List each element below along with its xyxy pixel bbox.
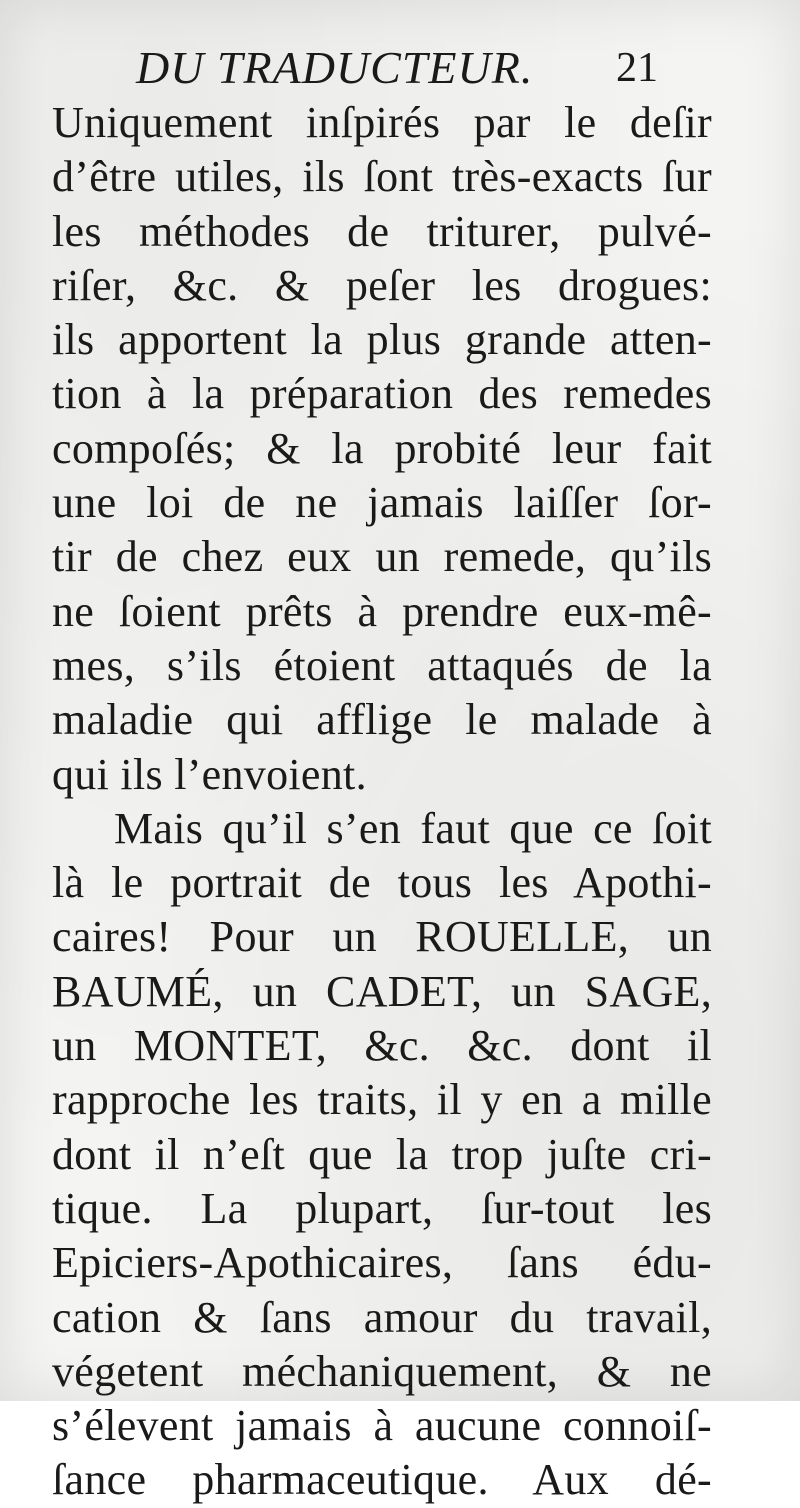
text-line: ſance pharmaceutique. Aux dé- (52, 1455, 712, 1505)
text-line: s’élevent jamais à aucune connoiſ- (52, 1401, 712, 1451)
text-line: tir de chez eux un remede, qu’ils (52, 532, 712, 582)
text-line: compoſés; & la probité leur fait (52, 423, 712, 473)
text-line: caires! Pour un ROUELLE, un (52, 912, 712, 962)
text-line: tion à la préparation des remedes (52, 369, 712, 419)
text-line: ils apportent la plus grande atten- (52, 315, 712, 365)
text-line: d’être utiles, ils ſont très-exacts ſur (52, 152, 712, 202)
text-line: mes, s’ils étoient attaqués de la (52, 640, 712, 690)
paragraph-start-line: Mais qu’il s’en faut que ce ſoit (114, 803, 712, 853)
text-line: végetent méchaniquement, & ne (52, 1346, 712, 1396)
text-line: là le portrait de tous les Apothi- (52, 858, 712, 908)
body-text (52, 96, 712, 1508)
text-line: cation & ſans amour du travail, (52, 1292, 712, 1342)
text-line: Uniquement inſpirés par le deſir (52, 98, 712, 147)
running-head (0, 38, 800, 98)
text-line: une loi de ne jamais laiſſer ſor- (52, 478, 712, 528)
text-line: dont il n’eſt que la trop juſte cri- (52, 1129, 712, 1179)
text-line: Epiciers-Apothicaires, ſans édu- (52, 1238, 712, 1288)
text-line: ne ſoient prêts à prendre eux-mê- (52, 586, 712, 636)
text-line: tique. La plupart, ſur-tout les (52, 1183, 712, 1233)
text-line: BAUMÉ, un CADET, un SAGE, (52, 966, 712, 1016)
text-line: maladie qui afflige le malade à (52, 695, 712, 745)
text-line: les méthodes de triturer, pulvé- (52, 206, 712, 256)
running-title: DU TRADUCTEUR. (136, 42, 534, 93)
page-number: 21 (616, 45, 658, 91)
text-line: riſer, &c. & peſer les drogues: (52, 260, 712, 310)
text-line: un MONTET, &c. &c. dont il (52, 1021, 712, 1071)
text-line: rapproche les traits, il y en a mille (52, 1075, 712, 1125)
paragraph-end-line: qui ils l’envoient. (52, 749, 367, 799)
